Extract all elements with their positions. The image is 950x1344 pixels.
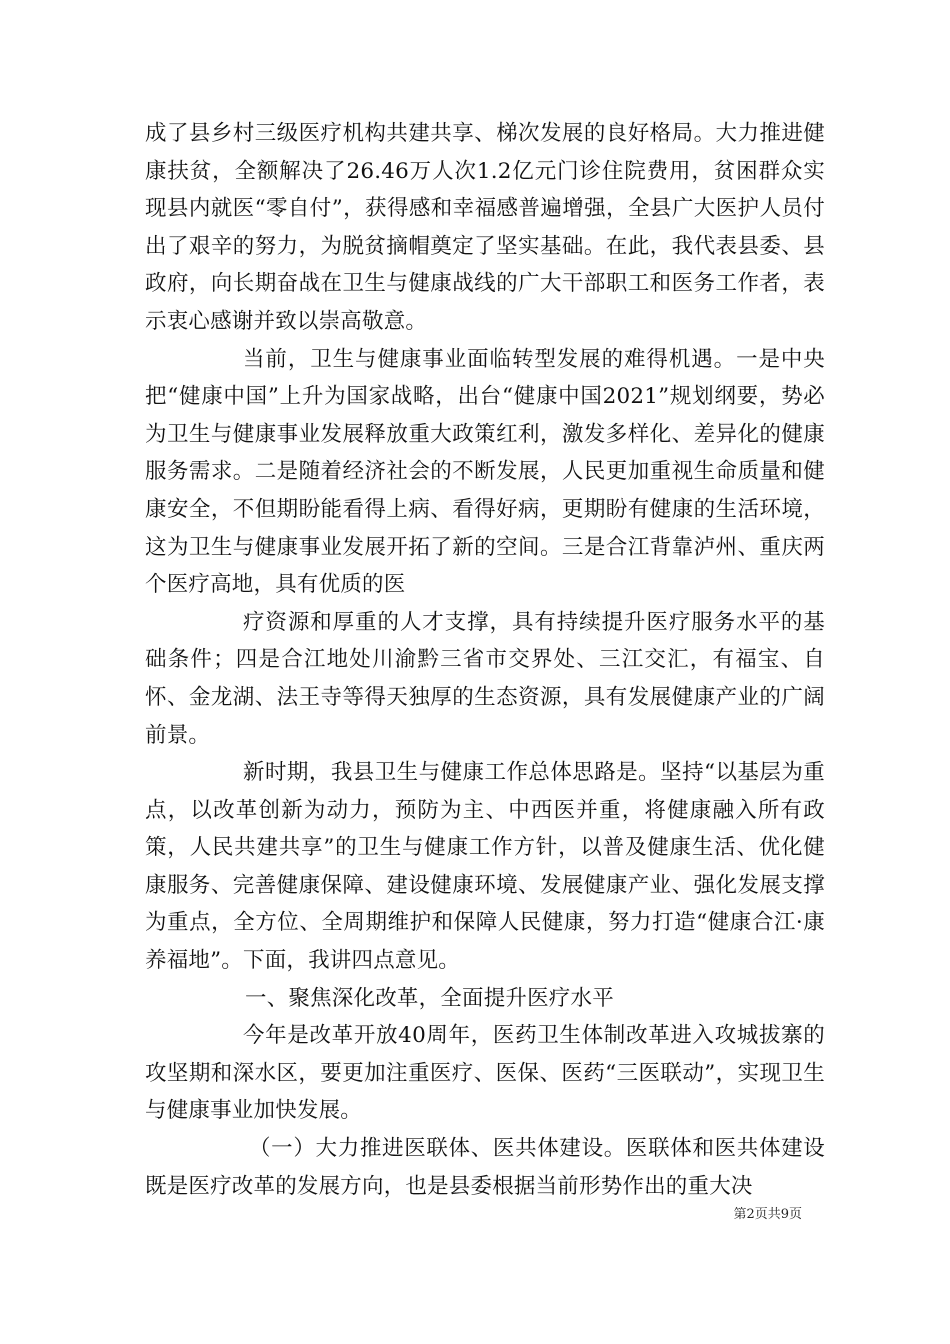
paragraph-overall-approach: 新时期，我县卫生与健康工作总体思路是。坚持“以基层为重点，以改革创新为动力，预防为主、中西医并重，将健康融入所有政策，人民共建共享”的卫生与健康工作方针，以普及健康生活、优化健康服务、完善健康保障、建设健康环境、发展健康产业、强化发展支撑为重点，全方位、全周期维护和保障人民健康，努力打造“健康合江·康养福地”。下面，我讲四点意见。 [145, 760, 825, 974]
paragraph-opportunities: 当前，卫生与健康事业面临转型发展的难得机遇。一是中央把“健康中国”上升为国家战略，出台“健康中国2021”规划纲要，势必为卫生与健康事业发展释放重大政策红利，激发多样化、差异化的健康服务需求。二是随着经济社会的不断发展，人民更加重视生命质量和健康安全，不但期盼能看得上病、看得好病，更期盼有健康的生活环境，这为卫生与健康事业发展开拓了新的空间。三是合江背靠泸州、重庆两个医疗高地，具有优质的医 [145, 346, 825, 598]
document-body [145, 115, 825, 1205]
paragraph-resources: 疗资源和厚重的人才支撑，具有持续提升医疗服务水平的基础条件；四是合江地处川渝黔三省市交界处、三江交汇，有福宝、自怀、金龙湖、法王寺等得天独厚的生态资源，具有发展健康产业的广阔前景。 [145, 609, 825, 748]
page-number-footer: 第2页共9页 [733, 1207, 802, 1222]
paragraph-continued: 成了县乡村三级医疗机构共建共享、梯次发展的良好格局。大力推进健康扶贫，全额解决了26.46万人次1.2亿元门诊住院费用，贫困群众实现县内就医“零自付”，获得感和幸福感普遍增强，全县广大医护人员付出了艰辛的努力，为脱贫摘帽奠定了坚实基础。在此，我代表县委、县政府，向长期奋战在卫生与健康战线的广大干部职工和医务工作者，表示衷心感谢并致以崇高敬意。 [145, 121, 825, 334]
section-heading: 一、聚焦深化改革，全面提升医疗水平 [245, 985, 614, 1011]
paragraph-subsection-one: （一）大力推进医联体、医共体建设。医联体和医共体建设既是医疗改革的发展方向，也是县委根据当前形势作出的重大决 [145, 1136, 825, 1199]
paragraph-reform: 今年是改革开放40周年，医药卫生体制改革进入攻城拔寨的攻坚期和深水区，要更加注重医疗、医保、医药“三医联动”，实现卫生与健康事业加快发展。 [145, 1023, 825, 1124]
